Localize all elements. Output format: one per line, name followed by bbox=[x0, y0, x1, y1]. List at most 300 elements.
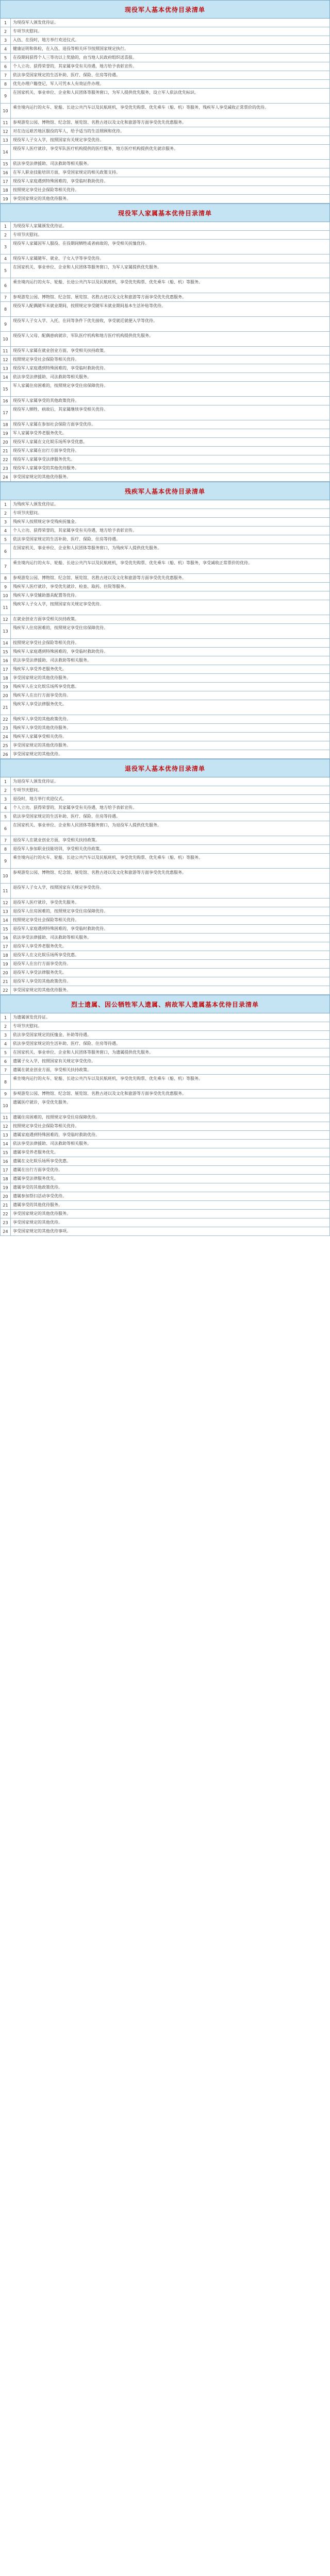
table-row bbox=[0, 559, 330, 574]
table-row bbox=[0, 278, 330, 293]
row-number: 15 bbox=[1, 382, 11, 396]
row-number: 13 bbox=[1, 136, 11, 144]
row-text: 乘坐境内运行的火车、轮船、长途公共汽车以及民航班机，享受优先购票、优先乘车（船、机）等服务。 bbox=[13, 1076, 203, 1081]
row-text: 现役军人家属在文化娱乐场所享受优惠。 bbox=[13, 439, 87, 444]
row-number: 19 bbox=[1, 960, 11, 968]
row-number: 21 bbox=[1, 700, 11, 715]
table-row bbox=[0, 1066, 330, 1075]
table-row bbox=[0, 195, 330, 204]
row-text: 残疾军人住房困难的，按照规定享受住房保障优待。 bbox=[13, 625, 108, 630]
table-row bbox=[0, 509, 330, 518]
row-text: 残疾军人在文化娱乐场所享受优惠。 bbox=[13, 684, 79, 689]
row-text: 退役军人在文化娱乐场所享受优惠。 bbox=[13, 953, 79, 957]
row-number: 22 bbox=[1, 986, 11, 994]
row-number: 15 bbox=[1, 160, 11, 168]
table-row bbox=[0, 222, 330, 231]
section-disabled-military bbox=[0, 482, 330, 759]
row-number: 15 bbox=[1, 925, 11, 933]
row-number: 12 bbox=[1, 127, 11, 135]
table-row bbox=[0, 429, 330, 438]
table-row bbox=[0, 925, 330, 934]
table-row bbox=[0, 600, 330, 615]
row-number: 16 bbox=[1, 168, 11, 177]
section-header bbox=[0, 759, 330, 777]
table-row bbox=[0, 1048, 330, 1057]
section-title: 退役军人基本优待目录清单 bbox=[124, 765, 205, 772]
row-number: 10 bbox=[1, 591, 11, 600]
table-row bbox=[0, 45, 330, 54]
table-row bbox=[0, 1183, 330, 1192]
row-number: 22 bbox=[1, 715, 11, 723]
row-number: 14 bbox=[1, 145, 11, 159]
row-number: 8 bbox=[1, 302, 11, 316]
row-text: 现役军人配偶随军未就业期间，按照规定享受随军未就业期间基本生活补贴等优待。 bbox=[13, 303, 166, 308]
table-row bbox=[0, 420, 330, 429]
row-number: 2 bbox=[1, 27, 11, 36]
row-text: 依法享受国家规定的生活补助、医疗、保险、住房等待遇。 bbox=[13, 1041, 120, 1046]
row-number: 8 bbox=[1, 845, 11, 853]
row-number: 6 bbox=[1, 1057, 11, 1065]
table-row bbox=[0, 1175, 330, 1183]
row-text: 遗属享受的其他政策优待。 bbox=[13, 1185, 62, 1190]
row-number: 23 bbox=[1, 724, 11, 732]
table-row bbox=[0, 1075, 330, 1090]
row-number: 9 bbox=[1, 854, 11, 868]
row-number: 7 bbox=[1, 293, 11, 301]
row-number: 1 bbox=[1, 222, 11, 230]
row-number: 4 bbox=[1, 804, 11, 812]
table-row bbox=[0, 1218, 330, 1227]
table-row bbox=[0, 683, 330, 691]
row-text: 为残疾军人颁发优待证。 bbox=[13, 502, 58, 506]
section-veterans bbox=[0, 759, 330, 995]
table-row bbox=[0, 1122, 330, 1131]
row-number: 3 bbox=[1, 795, 11, 803]
row-number: 3 bbox=[1, 518, 11, 526]
row-number: 1 bbox=[1, 777, 11, 786]
table-row bbox=[0, 836, 330, 845]
table-row bbox=[0, 951, 330, 960]
section-title: 现役军人家属基本优待目录清单 bbox=[118, 209, 212, 217]
row-text: 现役军人家庭遇到特殊困难的，享受临时救助优待。 bbox=[13, 179, 108, 183]
row-text: 参观游览公园、博物馆、纪念馆、展览馆、名胜古迹以及文化和旅游等方面享受优先优惠服务。 bbox=[13, 870, 186, 875]
row-number: 10 bbox=[1, 104, 11, 118]
row-number: 8 bbox=[1, 574, 11, 582]
row-number: 13 bbox=[1, 1131, 11, 1139]
table-row bbox=[0, 1227, 330, 1236]
section-rows bbox=[0, 1013, 330, 1236]
row-text: 残疾军人家庭遇到特殊困难的，享受临时救助优待。 bbox=[13, 649, 108, 654]
table-row bbox=[0, 1031, 330, 1040]
table-row bbox=[0, 1131, 330, 1140]
row-number: 12 bbox=[1, 899, 11, 907]
table-row bbox=[0, 1057, 330, 1066]
row-text: 退役军人住房困难的，按照规定享受住房保障优待。 bbox=[13, 909, 108, 913]
table-row bbox=[0, 80, 330, 89]
row-number: 5 bbox=[1, 1048, 11, 1057]
row-number: 4 bbox=[1, 45, 11, 53]
row-text: 依法享受国家规定的生活补助、医疗、保险、住房等待遇。 bbox=[13, 537, 120, 541]
row-text: 残疾军人享受的其他政策优待。 bbox=[13, 717, 71, 721]
row-number: 11 bbox=[1, 1113, 11, 1122]
table-row bbox=[0, 364, 330, 373]
row-text: 现役军人家属因军人服役、在役期间牺牲或者病故的，享受相关抚恤优待。 bbox=[13, 241, 149, 246]
row-text: 乘坐境内运行的火车、轮船、长途公共汽车以及民航班机，享受优先购票、优先乘车（船、机）等服务，享受减收正常票价的优待。 bbox=[13, 561, 252, 565]
table-row bbox=[0, 899, 330, 907]
table-row bbox=[0, 700, 330, 715]
row-text: 参观游览公园、博物馆、纪念馆、展览馆、名胜古迹以及文化和旅游等方面享受优先优惠服务。 bbox=[13, 120, 186, 125]
table-row bbox=[0, 397, 330, 405]
row-number: 2 bbox=[1, 231, 11, 239]
table-row bbox=[0, 916, 330, 925]
row-text: 现役军人牺牲、病故后，其家属继续享受相关优待。 bbox=[13, 407, 108, 412]
row-text: 个人立功、获得荣誉的，其家属享受有关待遇，地方给予表彰宣传。 bbox=[13, 528, 137, 533]
row-text: 残疾军人在出行方面享受优待。 bbox=[13, 693, 71, 698]
row-number: 9 bbox=[1, 89, 11, 103]
table-row bbox=[0, 583, 330, 591]
row-number: 11 bbox=[1, 884, 11, 898]
row-number: 22 bbox=[1, 455, 11, 464]
section-rows bbox=[0, 222, 330, 482]
row-number: 5 bbox=[1, 263, 11, 278]
table-row bbox=[0, 455, 330, 464]
section-active-military bbox=[0, 0, 330, 204]
row-text: 按照规定享受社会保险等相关优待。 bbox=[13, 1124, 79, 1128]
row-number: 14 bbox=[1, 916, 11, 924]
section-header bbox=[0, 995, 330, 1013]
row-text: 现役军人家属享受法律服务优先。 bbox=[13, 457, 75, 462]
row-number: 18 bbox=[1, 186, 11, 194]
row-number: 12 bbox=[1, 1122, 11, 1130]
row-number: 10 bbox=[1, 1098, 11, 1113]
row-text: 残疾军人享受辅助器具配置等优待。 bbox=[13, 593, 79, 598]
row-number: 7 bbox=[1, 836, 11, 844]
row-text: 享受国家规定的其他优待事项。 bbox=[13, 1229, 71, 1233]
row-text: 享受国家规定的其他优待服务。 bbox=[13, 988, 71, 992]
table-row bbox=[0, 136, 330, 145]
row-text: 现役军人医疗就诊，享受军队医疗机构提供的医疗服务，地方医疗机构提供优先就诊服务。 bbox=[13, 146, 178, 151]
row-number: 18 bbox=[1, 1175, 11, 1183]
row-text: 参观游览公园、博物馆、纪念馆、展览馆、名胜古迹以及文化和旅游等方面享受优先优惠服务。 bbox=[13, 1091, 186, 1096]
table-row bbox=[0, 733, 330, 741]
row-number: 1 bbox=[1, 1013, 11, 1022]
row-text: 现役军人家属在就业创业方面，享受相关扶持政策。 bbox=[13, 348, 108, 353]
row-text: 在就业创业方面享受相关扶持政策。 bbox=[13, 617, 79, 621]
table-row bbox=[0, 544, 330, 559]
row-number: 14 bbox=[1, 1140, 11, 1148]
table-row bbox=[0, 624, 330, 639]
table-row bbox=[0, 240, 330, 255]
table-row bbox=[0, 438, 330, 447]
table-row bbox=[0, 302, 330, 317]
row-text: 现役军人子女入学、入托，在同等条件下优先接收，享受就近就便入学等优待。 bbox=[13, 318, 157, 323]
table-row bbox=[0, 674, 330, 683]
row-text: 乘坐境内运行的火车、轮船、长途公共汽车以及民航班机，享受优先购票、优先乘车（船、机）等服务。 bbox=[13, 855, 203, 860]
table-row bbox=[0, 812, 330, 821]
row-text: 现役军人家属在出行方面享受优待。 bbox=[13, 448, 79, 453]
row-text: 军人家属享受养老服务优先。 bbox=[13, 431, 67, 435]
document bbox=[0, 0, 330, 1236]
table-row bbox=[0, 54, 330, 62]
table-row bbox=[0, 27, 330, 36]
row-number: 23 bbox=[1, 1218, 11, 1227]
row-text: 残疾军人享受法律服务优先。 bbox=[13, 702, 67, 706]
row-number: 24 bbox=[1, 473, 11, 481]
row-text: 专项节庆慰问。 bbox=[13, 29, 42, 33]
row-text: 个人立功、获得荣誉的，其家属享受有关待遇，地方给予表彰宣传。 bbox=[13, 805, 137, 810]
table-row bbox=[0, 104, 330, 118]
row-text: 在国家机关、事业单位、企业和人民团体等服务窗口，为遗属提供优先服务。 bbox=[13, 1050, 153, 1055]
row-text: 在军人职业技能培训方面，享受国家规定的相关政策支持。 bbox=[13, 170, 120, 175]
row-text: 遗属参加祭扫活动享受优待。 bbox=[13, 1194, 67, 1198]
row-number: 3 bbox=[1, 1031, 11, 1039]
table-row bbox=[0, 1157, 330, 1166]
row-number: 14 bbox=[1, 639, 11, 647]
row-text: 参观游览公园、博物馆、纪念馆、展览馆、名胜古迹以及文化和旅游等方面享受优先优惠服务。 bbox=[13, 575, 186, 580]
row-text: 退役军人子女入学，按照国家有关规定享受优待。 bbox=[13, 885, 104, 890]
row-text: 现役军人家属享受的其他优待服务。 bbox=[13, 466, 79, 470]
table-row bbox=[0, 373, 330, 382]
section-rows bbox=[0, 19, 330, 204]
row-number: 10 bbox=[1, 869, 11, 883]
row-number: 16 bbox=[1, 397, 11, 405]
row-text: 为退役军人颁发优待证。 bbox=[13, 779, 58, 784]
row-text: 现役军人家庭遇到特殊困难的，享受临时救助优待。 bbox=[13, 366, 108, 370]
row-text: 退役时，地方举行欢迎仪式。 bbox=[13, 796, 67, 801]
row-number: 20 bbox=[1, 691, 11, 700]
table-row bbox=[0, 648, 330, 656]
table-row bbox=[0, 1013, 330, 1022]
row-text: 残疾军人享受的其他优待服务。 bbox=[13, 725, 71, 730]
row-text: 入伍、在役时，地方举行欢送仪式。 bbox=[13, 38, 79, 42]
row-number: 11 bbox=[1, 347, 11, 355]
row-text: 享受国家规定的其他优待服务。 bbox=[13, 474, 71, 479]
table-row bbox=[0, 1098, 330, 1113]
table-row bbox=[0, 1022, 330, 1031]
table-row bbox=[0, 405, 330, 420]
row-number: 6 bbox=[1, 544, 11, 558]
row-text: 专项节庆慰问。 bbox=[13, 511, 42, 515]
row-text: 按照规定享受社会保险等相关优待。 bbox=[13, 640, 79, 645]
row-number: 1 bbox=[1, 19, 11, 27]
table-row bbox=[0, 1140, 330, 1148]
table-row bbox=[0, 777, 330, 786]
row-number: 25 bbox=[1, 741, 11, 750]
row-text: 在国家机关、事业单位、企业和人民团体等服务窗口，为军人提供优先服务，设立军人依法优先标识。 bbox=[13, 90, 199, 95]
section-title: 残疾军人基本优待目录清单 bbox=[124, 487, 205, 495]
row-text: 享受国家规定的其他优待服务。 bbox=[13, 1211, 71, 1216]
row-number: 15 bbox=[1, 648, 11, 656]
row-text: 健康证明和体检，在入伍、退役等相关环节按照国家规定执行。 bbox=[13, 46, 128, 51]
row-text: 残疾军人家属享受相关优待。 bbox=[13, 734, 67, 739]
table-row bbox=[0, 186, 330, 195]
row-text: 遗属在文化娱乐场所享受优惠。 bbox=[13, 1159, 71, 1163]
row-number: 7 bbox=[1, 71, 11, 79]
table-row bbox=[0, 845, 330, 854]
row-text: 遗属医疗就诊，享受优先服务。 bbox=[13, 1100, 71, 1105]
table-row bbox=[0, 473, 330, 482]
table-row bbox=[0, 118, 330, 127]
row-number: 6 bbox=[1, 62, 11, 71]
table-row bbox=[0, 639, 330, 648]
table-row bbox=[0, 145, 330, 160]
row-text: 遗属家庭遇到特殊困难的，享受临时救助优待。 bbox=[13, 1132, 100, 1137]
table-row bbox=[0, 160, 330, 168]
row-text: 个人立功、获得荣誉的，其家属享受有关待遇，地方给予表彰宣传。 bbox=[13, 64, 137, 69]
table-row bbox=[0, 977, 330, 986]
table-row bbox=[0, 715, 330, 724]
row-text: 依法享受法律援助、司法救助等相关服务。 bbox=[13, 375, 91, 379]
table-row bbox=[0, 168, 330, 177]
table-row bbox=[0, 986, 330, 995]
table-row bbox=[0, 1210, 330, 1218]
row-number: 9 bbox=[1, 317, 11, 331]
table-row bbox=[0, 71, 330, 80]
row-text: 残疾军人医疗就诊，享受优先就诊、检查、取药、住院等服务。 bbox=[13, 584, 128, 589]
table-row bbox=[0, 804, 330, 812]
row-text: 享受国家规定的其他优待服务。 bbox=[13, 196, 71, 201]
section-title: 现役军人基本优待目录清单 bbox=[124, 6, 205, 13]
row-number: 7 bbox=[1, 559, 11, 573]
section-header bbox=[0, 0, 330, 19]
table-row bbox=[0, 934, 330, 942]
row-number: 24 bbox=[1, 733, 11, 741]
table-row bbox=[0, 1166, 330, 1175]
table-row bbox=[0, 518, 330, 527]
table-row bbox=[0, 656, 330, 665]
table-row bbox=[0, 1040, 330, 1048]
row-number: 17 bbox=[1, 177, 11, 185]
table-row bbox=[0, 615, 330, 624]
row-text: 为遗属颁发优待证。 bbox=[13, 1015, 50, 1020]
row-text: 为现役军人颁发优待证。 bbox=[13, 20, 58, 25]
table-row bbox=[0, 907, 330, 916]
row-number: 17 bbox=[1, 405, 11, 420]
row-text: 乘坐境内运行的火车、轮船、长途公共汽车以及民航班机，享受优先购票、优先乘车（船、机）等服务，残疾军人享受减收正常票价的优待。 bbox=[13, 105, 269, 110]
row-number: 16 bbox=[1, 656, 11, 665]
row-number: 18 bbox=[1, 420, 11, 429]
table-row bbox=[0, 969, 330, 977]
table-row bbox=[0, 750, 330, 759]
row-number: 9 bbox=[1, 1090, 11, 1098]
row-text: 参观游览公园、博物馆、纪念馆、展览馆、名胜古迹以及文化和旅游等方面享受优先优惠服务。 bbox=[13, 295, 186, 299]
table-row bbox=[0, 355, 330, 364]
table-row bbox=[0, 574, 330, 583]
row-number: 3 bbox=[1, 36, 11, 44]
row-text: 依法享受法律援助、司法救助等相关服务。 bbox=[13, 935, 91, 940]
table-row bbox=[0, 527, 330, 535]
row-number: 2 bbox=[1, 509, 11, 517]
row-number: 4 bbox=[1, 1040, 11, 1048]
row-number: 2 bbox=[1, 1022, 11, 1030]
table-row bbox=[0, 62, 330, 71]
row-text: 遗属住房困难的，按照规定享受住房保障优待。 bbox=[13, 1115, 100, 1120]
row-text: 遗属子女入学，按照国家有关规定享受优待。 bbox=[13, 1059, 95, 1063]
row-text: 退役军人医疗就诊，享受优先服务。 bbox=[13, 900, 79, 905]
row-text: 退役军人享受养老服务优先。 bbox=[13, 944, 67, 948]
section-header bbox=[0, 482, 330, 500]
table-row bbox=[0, 786, 330, 795]
table-row bbox=[0, 884, 330, 899]
table-row bbox=[0, 942, 330, 951]
row-number: 12 bbox=[1, 615, 11, 623]
section-rows bbox=[0, 777, 330, 995]
row-number: 6 bbox=[1, 821, 11, 836]
row-number: 4 bbox=[1, 527, 11, 535]
section-martyr-family bbox=[0, 995, 330, 1236]
row-number: 21 bbox=[1, 1201, 11, 1209]
row-text: 优先办理户籍登记，军人可凭本人有效证件办理。 bbox=[13, 81, 104, 86]
row-number: 12 bbox=[1, 355, 11, 364]
row-text: 专项节庆慰问。 bbox=[13, 1024, 42, 1028]
row-text: 专项节庆慰问。 bbox=[13, 232, 42, 237]
row-number: 23 bbox=[1, 464, 11, 472]
row-text: 享受国家规定的其他优待服务。 bbox=[13, 675, 71, 680]
row-number: 19 bbox=[1, 195, 11, 203]
row-number: 5 bbox=[1, 535, 11, 544]
table-row bbox=[0, 665, 330, 674]
row-text: 在国家机关、事业单位、企业和人民团体等服务窗口，为军人家属提供优先服务。 bbox=[13, 265, 161, 269]
row-number: 21 bbox=[1, 977, 11, 986]
row-text: 享受国家规定的其他优待。 bbox=[13, 752, 62, 756]
row-number: 26 bbox=[1, 750, 11, 758]
table-row bbox=[0, 293, 330, 302]
row-text: 退役军人参加职业技能培训，享受相关优待政策。 bbox=[13, 846, 104, 851]
row-text: 按照规定享受社会保险等相关优待。 bbox=[13, 918, 79, 922]
row-number: 18 bbox=[1, 951, 11, 959]
row-text: 在国家机关、事业单位、企业和人民团体等服务窗口，为残疾军人提供优先服务。 bbox=[13, 546, 161, 550]
row-text: 遗属享受养老服务优先。 bbox=[13, 1150, 58, 1155]
row-number: 9 bbox=[1, 583, 11, 591]
table-row bbox=[0, 19, 330, 27]
table-row bbox=[0, 869, 330, 884]
row-number: 13 bbox=[1, 364, 11, 372]
row-text: 为现役军人家属颁发优待证。 bbox=[13, 224, 67, 228]
row-text: 现役军人子女入学，按照国家有关规定享受优待。 bbox=[13, 138, 104, 142]
row-text: 退役军人享受的其他政策优待。 bbox=[13, 979, 71, 984]
row-text: 依法享受法律援助、司法救助等相关服务。 bbox=[13, 658, 91, 663]
row-number: 24 bbox=[1, 1227, 11, 1235]
row-number: 22 bbox=[1, 1210, 11, 1218]
row-number: 10 bbox=[1, 332, 11, 346]
row-number: 16 bbox=[1, 934, 11, 942]
table-row bbox=[0, 535, 330, 544]
table-row bbox=[0, 447, 330, 455]
row-number: 19 bbox=[1, 1183, 11, 1192]
table-row bbox=[0, 854, 330, 869]
table-row bbox=[0, 724, 330, 733]
row-number: 18 bbox=[1, 674, 11, 682]
row-text: 遗属在出行方面享受优待。 bbox=[13, 1167, 62, 1172]
section-military-family bbox=[0, 204, 330, 482]
row-number: 6 bbox=[1, 278, 11, 293]
table-row bbox=[0, 1148, 330, 1157]
row-number: 20 bbox=[1, 969, 11, 977]
row-text: 专项节庆慰问。 bbox=[13, 788, 42, 792]
table-row bbox=[0, 89, 330, 104]
row-number: 1 bbox=[1, 500, 11, 509]
row-text: 现役军人家属享受的其他政策优待。 bbox=[13, 398, 79, 403]
row-text: 在役期间获得个人三等功以上奖励的，由当地人民政府组织送喜报。 bbox=[13, 55, 137, 60]
row-text: 退役军人享受法律服务优先。 bbox=[13, 970, 67, 975]
row-text: 退役军人家庭遇到特殊困难的，享受临时救助优待。 bbox=[13, 926, 108, 931]
row-text: 遗属享受的其他优待服务。 bbox=[13, 1202, 62, 1207]
row-text: 对在边远艰苦地区服役的军人，给予适当的生活照顾和优待。 bbox=[13, 129, 124, 133]
row-number: 7 bbox=[1, 1066, 11, 1074]
table-row bbox=[0, 177, 330, 186]
row-text: 乘坐境内运行的火车、轮船、长途公共汽车以及民航班机，享受优先购票、优先乘车（船、机）等服务。 bbox=[13, 280, 203, 284]
section-title: 烈士遗属、因公牺牲军人遗属、病故军人遗属基本优待目录清单 bbox=[71, 1001, 259, 1008]
